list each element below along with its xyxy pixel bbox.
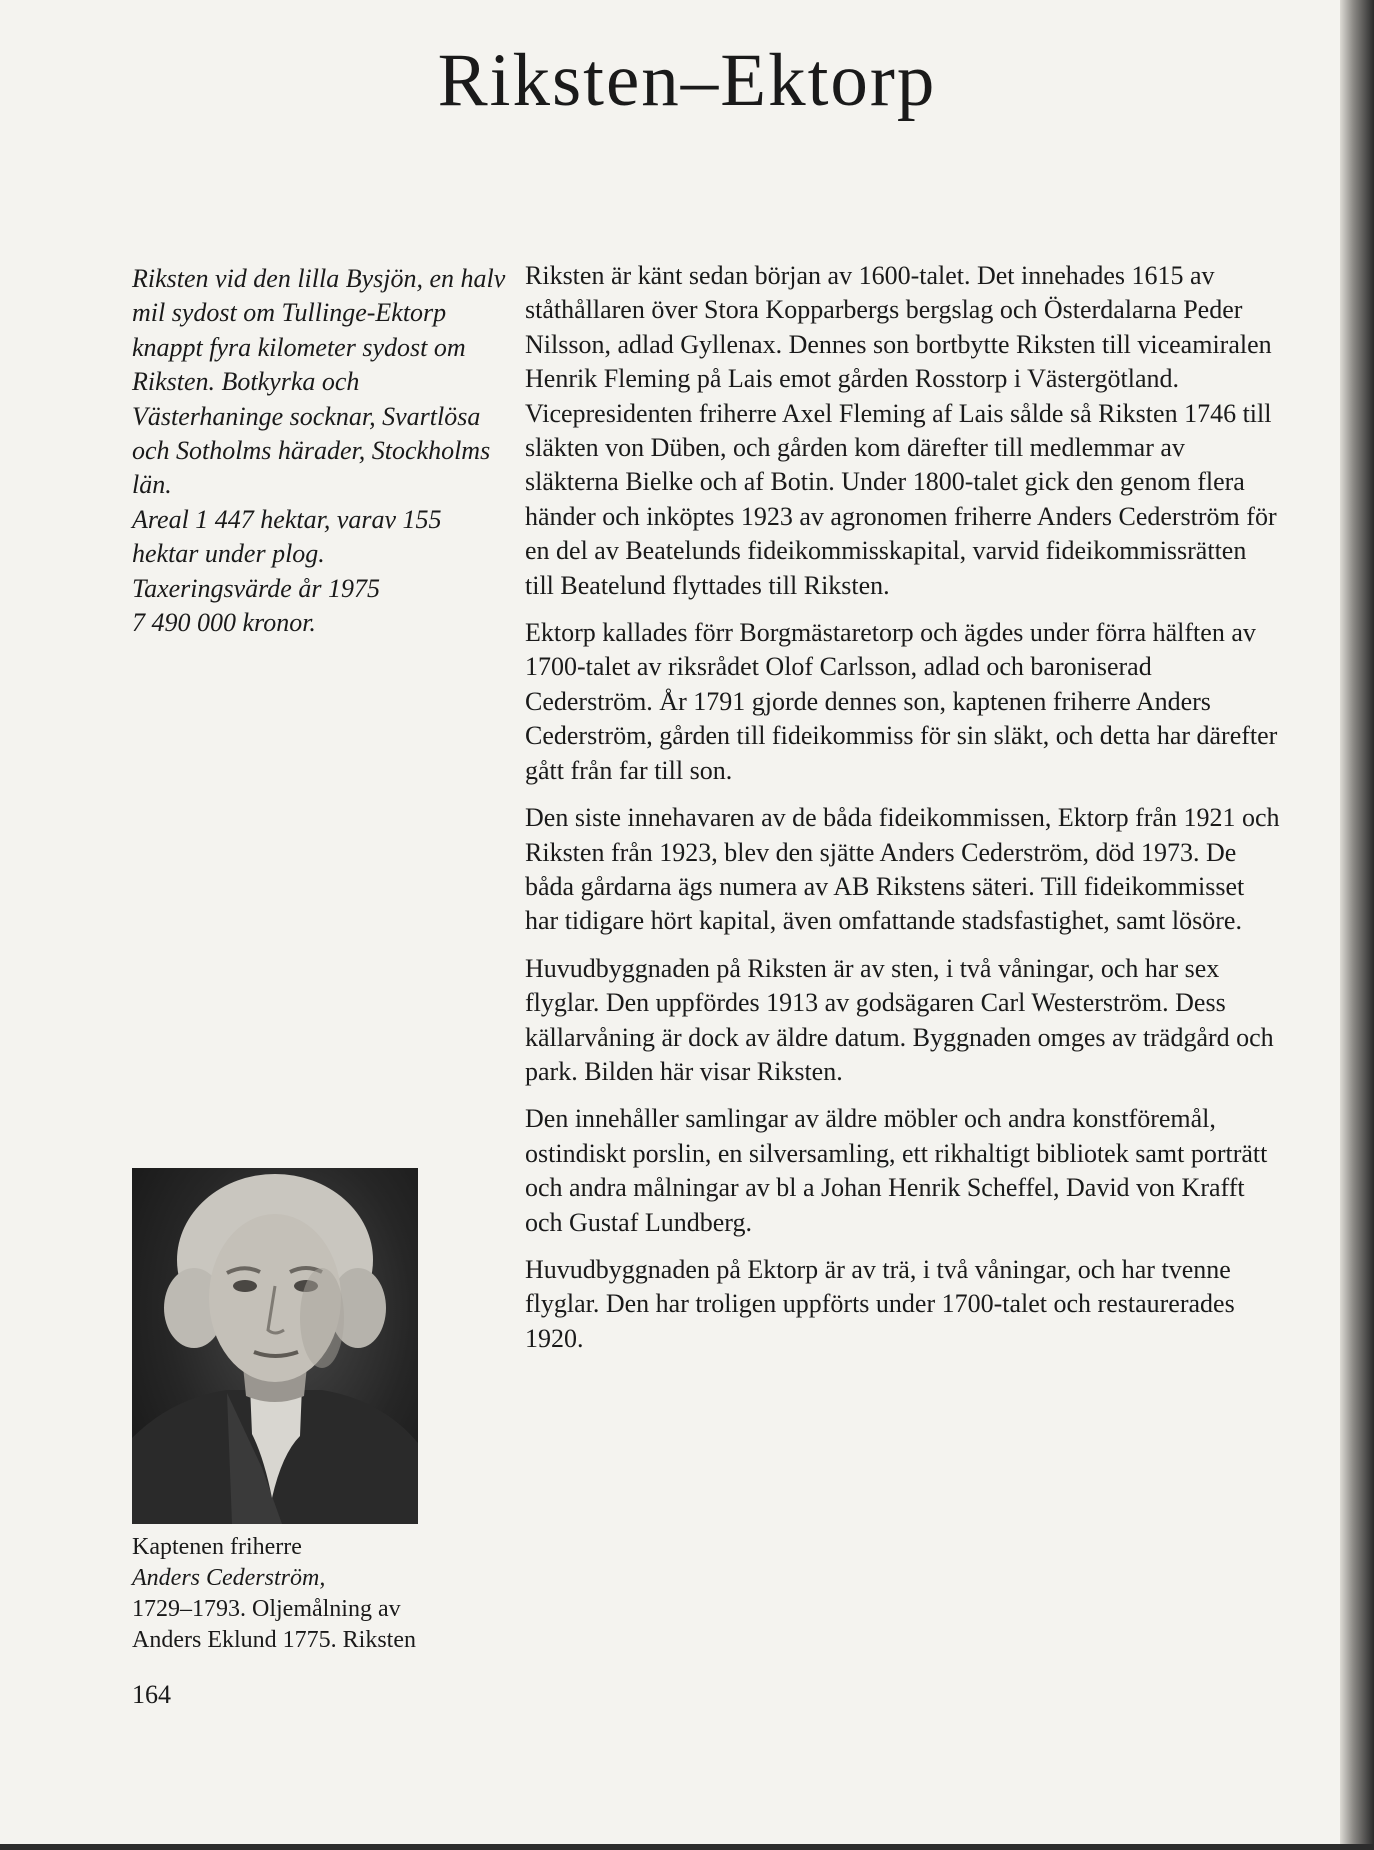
main-text [525,259,1280,1369]
paragraph-collections: Den innehåller samlingar av äldre möbler och andra konstföremål, ostindiskt porslin, en silversamling, ett rikhaltigt bibliotek samt porträtt och andra målningar av bl a Johan Henrik Scheffel, David von Krafft och Gustaf Lundberg. [525,1104,1268,1237]
facts-tax-year: Taxeringsvärde år 1975 [132,573,380,603]
portrait-image [132,1168,418,1524]
facts-location: Riksten vid den lilla Bysjön, en halv mil sydost om Tullinge-Ektorp knappt fyra kilometer sydost om Riksten. Botkyrka och Västerhaninge socknar, Svartlösa och Sotholms härader, Stockholms län. [132,264,506,500]
paragraph-owners: Den siste innehavaren av de båda fideikommissen, Ektorp från 1921 och Riksten från 1923, blev den sjätte Anders Cederström, död 1973. De båda gårdarna ägs numera av AB Rikstens säteri. Till fideikommisset har tidigare hört kapital, även omfattande stadsfastighet, samt lösöre. [525,803,1280,936]
page-edge [1340,0,1374,1850]
paragraph-riksten-building: Huvudbyggnaden på Riksten är av sten, i två våningar, och har sex flyglar. Den uppfördes 1913 av godsägaren Carl Westerström. Dess källarvåning är dock av äldre datum. Byggnaden omges av trädgård och park. Bilden här visar Riksten. [525,953,1274,1086]
facts-tax-value: 7 490 000 kronor. [132,608,316,638]
paragraph-ektorp: Ektorp kallades förr Borgmästaretorp och ägdes under förra hälften av 1700-talet av riksrådet Olof Carlsson, adlad och baroniserad Cederström. År 1791 gjorde dennes son, kaptenen friherre Anders Cederström, gården till fideikommiss för sin släkt, och detta har därefter gått från far till son. [525,618,1278,785]
caption-line-4: Anders Eklund 1775. Riksten [132,1627,416,1653]
page-number: 164 [132,1680,171,1709]
caption-line-2: Anders Cederström, [132,1565,326,1591]
sidebar-facts [132,262,512,640]
caption-line-3: 1729–1793. Oljemålning av [132,1596,401,1622]
bottom-edge [0,1844,1374,1850]
page-title: Riksten–Ektorp [437,39,937,122]
paragraph-history: Riksten är känt sedan början av 1600-talet. Det innehades 1615 av ståthållaren över Stora Kopparbergs bergslag och Österdalarna Peder Nilsson, adlad Gyllenax. Dennes son bortbytte Riksten till viceamiralen Henrik Fleming på Lais emot gården Rosstorp i Västergötland. Vicepresidenten friherre Axel Fleming af Lais sålde så Riksten 1746 till släkten von Düben, och gården kom därefter till medlemmar av släkterna Bielke och af Botin. Under 1800-talet gick den genom flera händer och inköptes 1923 av agronomen friherre Anders Cederström för en del av Beatelunds fideikommisskapital, varvid fideikommissrätten till Beatelund flyttades till Riksten. [525,261,1277,600]
caption-line-1: Kaptenen friherre [132,1534,302,1560]
paragraph-ektorp-building: Huvudbyggnaden på Ektorp är av trä, i två våningar, och har tvenne flyglar. Den har troligen uppförts under 1700-talet och restaurerades 1920. [525,1254,1235,1353]
portrait-caption [132,1532,512,1656]
facts-area: Areal 1 447 hektar, varav 155 hektar under plog. [132,504,442,569]
